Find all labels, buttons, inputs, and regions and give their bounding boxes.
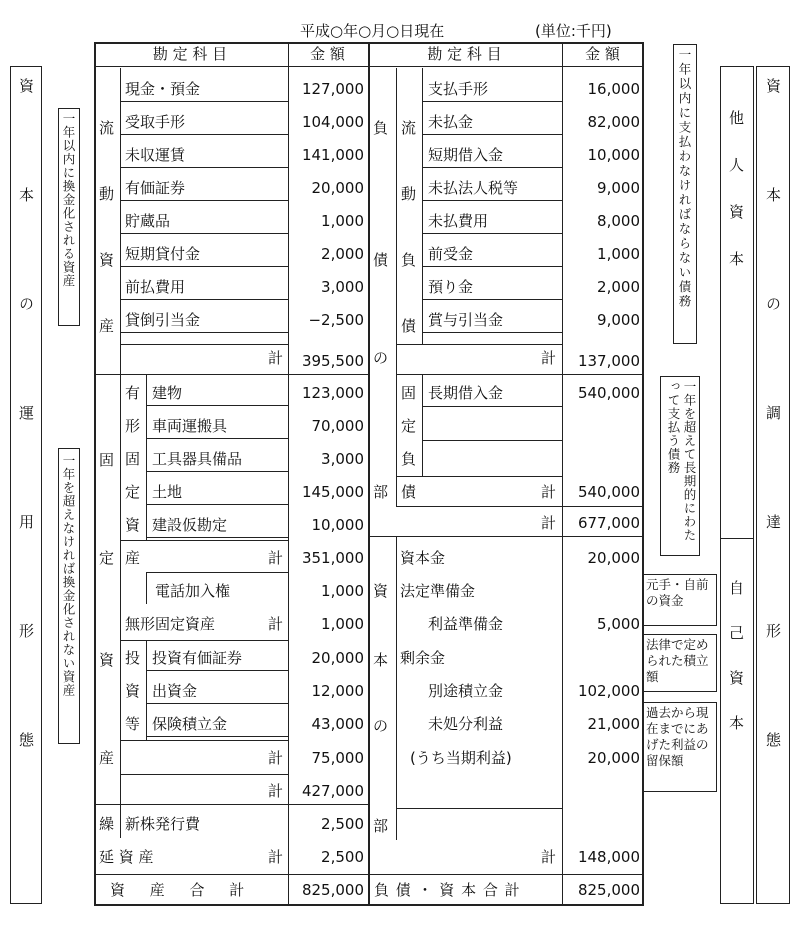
deferred-item-name: 新株発行費 [125,815,201,833]
fixed-total-kei: 計 [268,782,284,800]
cat-san2: 産 [99,749,115,767]
investments-total-kei: 計 [268,749,284,767]
fixed-total-top [120,774,288,775]
fixed-liab-total-kei: 計 [541,483,557,501]
item-amount: 20,000 [311,649,364,667]
row-line [120,233,288,234]
liab-tei: 定 [401,417,417,435]
deferred-line [120,804,121,838]
note-owner-capital: 元手・自前の資金 [641,574,717,626]
item-amount: 2,000 [597,278,640,296]
cat-ko: 固 [99,451,115,469]
item-name: 前受金 [428,245,474,263]
liab-sai2: 債 [401,317,417,335]
fixed-liab-amount: 540,000 [577,384,640,402]
fixed-liab-name: 長期借入金 [428,384,504,402]
cat-ko2: 固 [125,450,141,468]
cat-yu: 有 [125,384,141,402]
item-name: 前払費用 [125,278,186,296]
row-line [422,332,562,333]
item-amount: 1,000 [321,212,364,230]
current-assets-total-top [120,344,288,345]
intangible-total-label: 無形固定資産 [125,615,216,633]
item-amount: 10,000 [587,146,640,164]
row-line [120,134,288,135]
item-name: 支払手形 [428,80,489,98]
current-liab-total-top [396,344,562,345]
liab-fixed-cat-line [396,374,397,506]
row-line [146,736,288,737]
intangible-item-name: 電話加入権 [155,582,231,600]
net-income-amount: 20,000 [587,749,640,767]
general-reserve-name: 別途積立金 [428,682,504,700]
item-amount: 12,000 [311,682,364,700]
row-line [422,266,562,267]
item-amount: 8,000 [597,212,640,230]
liab-equity-grand-total: 825,000 [577,881,640,899]
cat-kei: 形 [125,417,141,435]
row-line [146,438,288,439]
header-item-left: 勘 定 科 目 [152,45,228,63]
liab-ryu: 流 [401,119,417,137]
cat-en: 延 資 産 [99,848,154,866]
asset-grand-top [94,874,368,875]
item-name: 建設仮勘定 [152,516,228,534]
cat-kuri: 繰 [99,815,115,833]
item-name: 工具器具備品 [152,450,243,468]
item-name: 預り金 [428,278,474,296]
liab-do: 動 [401,185,417,203]
investments-total-top [120,740,288,741]
right-amount-divider [562,42,563,906]
liab-current-item-line [422,68,423,344]
current-liab-total-kei: 計 [541,349,557,367]
note-legal-reserve: 法律で定められた積立額 [641,634,717,692]
intangible-line [146,572,147,604]
liab-fixed-bottom [396,506,644,507]
item-name: 貯蔵品 [125,212,171,230]
item-name: 現金・預金 [125,80,201,98]
liab-fixed-row2 [422,440,562,441]
item-amount: 10,000 [311,516,364,534]
unappropriated-name: 未処分利益 [428,715,504,733]
item-name: 短期借入金 [428,146,504,164]
item-amount: 43,000 [311,715,364,733]
jiko-shihon: 自己資本 [727,580,745,760]
item-amount: −2,500 [308,311,364,329]
liab-bu: 部 [373,483,389,501]
cat-do: 動 [99,185,115,203]
row-line [146,537,288,538]
cat-shi: 資 [99,251,115,269]
as-of-date: 平成○年○月○日現在 [300,22,445,40]
unit-label: (単位:千円) [535,22,612,40]
intangible-item-amount: 1,000 [321,582,364,600]
profit-reserve-name: 利益準備金 [428,615,504,633]
note-fixed-liab: 一年を超えて長期的にわたって支払う債務 [666,380,697,542]
liab-fixed-row1 [422,406,562,407]
cat-shi2: 資 [99,651,115,669]
item-name: 投資有価証券 [152,649,243,667]
item-amount: 70,000 [311,417,364,435]
header-item-right: 勘 定 科 目 [427,45,502,63]
row-line [422,233,562,234]
equity-total-kei: 計 [541,848,557,866]
row-line [120,332,288,333]
eq-shi: 資 [373,582,389,600]
row-line [422,134,562,135]
eq-bu: 部 [373,817,389,835]
assets-grand-label: 資 産 合 計 [110,881,247,899]
cat-tei2: 定 [125,483,141,501]
profit-reserve-amount: 5,000 [597,615,640,633]
item-name: 賞与引当金 [428,311,504,329]
deferred-total: 2,500 [321,848,364,866]
tangible-cat-line [146,374,147,540]
right-outer-label: 資本の調達形態 [764,78,782,841]
cat-shi4: 資 [125,682,141,700]
capital-name: 資本金 [400,549,446,567]
item-name: 建物 [152,384,183,402]
item-amount: 20,000 [311,179,364,197]
current-assets-bottom [94,374,368,375]
row-line [422,167,562,168]
intangible-top [146,572,288,573]
item-name: 保険積立金 [152,715,228,733]
row-line [422,200,562,201]
item-name: 土地 [152,483,183,501]
item-amount: 145,000 [301,483,364,501]
item-name: 有価証券 [125,179,186,197]
current-assets-total: 395,500 [301,352,364,370]
item-amount: 104,000 [301,113,364,131]
liab-fu2: 負 [401,251,417,269]
assets-grand-total: 825,000 [301,881,364,899]
current-liab-total: 137,000 [577,352,640,370]
fixed-assets-bottom [94,804,368,805]
liab-grand-top [368,874,644,875]
item-amount: 123,000 [301,384,364,402]
liab-ko: 固 [401,384,417,402]
item-name: 受取手形 [125,113,186,131]
item-name: 未払費用 [428,212,489,230]
item-amount: 82,000 [587,113,640,131]
item-amount: 9,000 [597,179,640,197]
eq-no: の [373,717,389,735]
equity-cat-line [396,536,397,840]
liab-current-cat-line [396,68,397,374]
tanin-shihon: 他人資本 [727,110,745,298]
tangible-total-top [120,540,288,541]
liab-fixed-item-line [422,374,423,476]
item-amount: 16,000 [587,80,640,98]
unappropriated-amount: 21,000 [587,715,640,733]
row-line [120,200,288,201]
fixed-liab-total: 540,000 [577,483,640,501]
tangible-total: 351,000 [301,549,364,567]
row-line [146,703,288,704]
left-outer-label [18,78,34,898]
item-amount: 9,000 [597,311,640,329]
cat-san: 産 [99,317,115,335]
current-assets-total-label: 計 [268,349,284,367]
item-name: 未払金 [428,113,474,131]
row-line [120,299,288,300]
item-name: 貸倒引当金 [125,311,201,329]
current-liab-bottom [396,374,644,375]
left-outer-text: 資本の運用形態 [17,78,35,841]
header-amount-left: 金 額 [310,45,345,63]
left-amount-divider [288,42,289,906]
row-line [120,266,288,267]
liab-sai: 債 [373,251,389,269]
item-name: 未収運賃 [125,146,186,164]
row-line [146,471,288,472]
note-retained-earnings: 過去から現在までにあげた利益の留保額 [641,702,717,792]
item-amount: 141,000 [301,146,364,164]
row-line [120,101,288,102]
investments-total: 75,000 [311,749,364,767]
liab-equity-grand-label: 負 債 ・ 資 本 合 計 [374,881,521,899]
liab-total-bottom [368,536,644,537]
deferred-item-amount: 2,500 [321,815,364,833]
cat-tou: 等 [125,715,141,733]
eq-hon: 本 [373,651,389,669]
intangible-total: 1,000 [321,615,364,633]
item-amount: 3,000 [321,278,364,296]
liab-total-kei: 計 [541,514,557,532]
general-reserve-amount: 102,000 [577,682,640,700]
capital-amount: 20,000 [587,549,640,567]
liab-sai3: 債 [401,483,417,501]
cat-to: 投 [125,649,141,667]
item-amount: 1,000 [597,245,640,263]
item-amount: 127,000 [301,80,364,98]
row-line [422,299,562,300]
surplus-name: 剰余金 [400,649,446,667]
row-line [146,504,288,505]
item-name: 出資金 [152,682,198,700]
item-amount: 2,000 [321,245,364,263]
asset-current-cat-line [120,68,121,374]
liab-fu3: 負 [401,450,417,468]
note-fixed-assets: 一年を超えなければ換金化されない資産 [61,454,76,697]
row-line [146,405,288,406]
row-line [422,101,562,102]
item-name: 短期貸付金 [125,245,201,263]
row-line [146,670,288,671]
cat-ryu: 流 [99,119,115,137]
fixed-total: 427,000 [301,782,364,800]
net-income-name: (うち当期利益) [410,749,512,767]
note-current-liab: 一年以内に支払わなければならない債務 [677,48,692,309]
row-line [120,167,288,168]
capital-type-divider [720,538,754,539]
liab-no: の [373,349,389,367]
tangible-total-kei: 計 [268,549,284,567]
center-divider [368,42,370,906]
intangible-total-kei: 計 [268,615,284,633]
item-name: 車両運搬具 [152,417,228,435]
note-current-assets: 一年以内に換金化される資産 [61,112,76,288]
item-amount: 3,000 [321,450,364,468]
header-amount-right: 金 額 [585,45,620,63]
investments-cat-line [146,640,147,740]
deferred-total-kei: 計 [268,848,284,866]
legal-reserve-name: 法定準備金 [400,582,476,600]
item-name: 未払法人税等 [428,179,519,197]
cat-shi3: 資 [125,516,141,534]
cat-tei: 定 [99,549,115,567]
equity-total-top [396,808,562,809]
liab-total: 677,000 [577,514,640,532]
equity-total: 148,000 [577,848,640,866]
liab-fixed-total-top [396,476,562,477]
tangible-total-label: 産 [125,549,141,567]
liab-fu: 負 [373,119,389,137]
